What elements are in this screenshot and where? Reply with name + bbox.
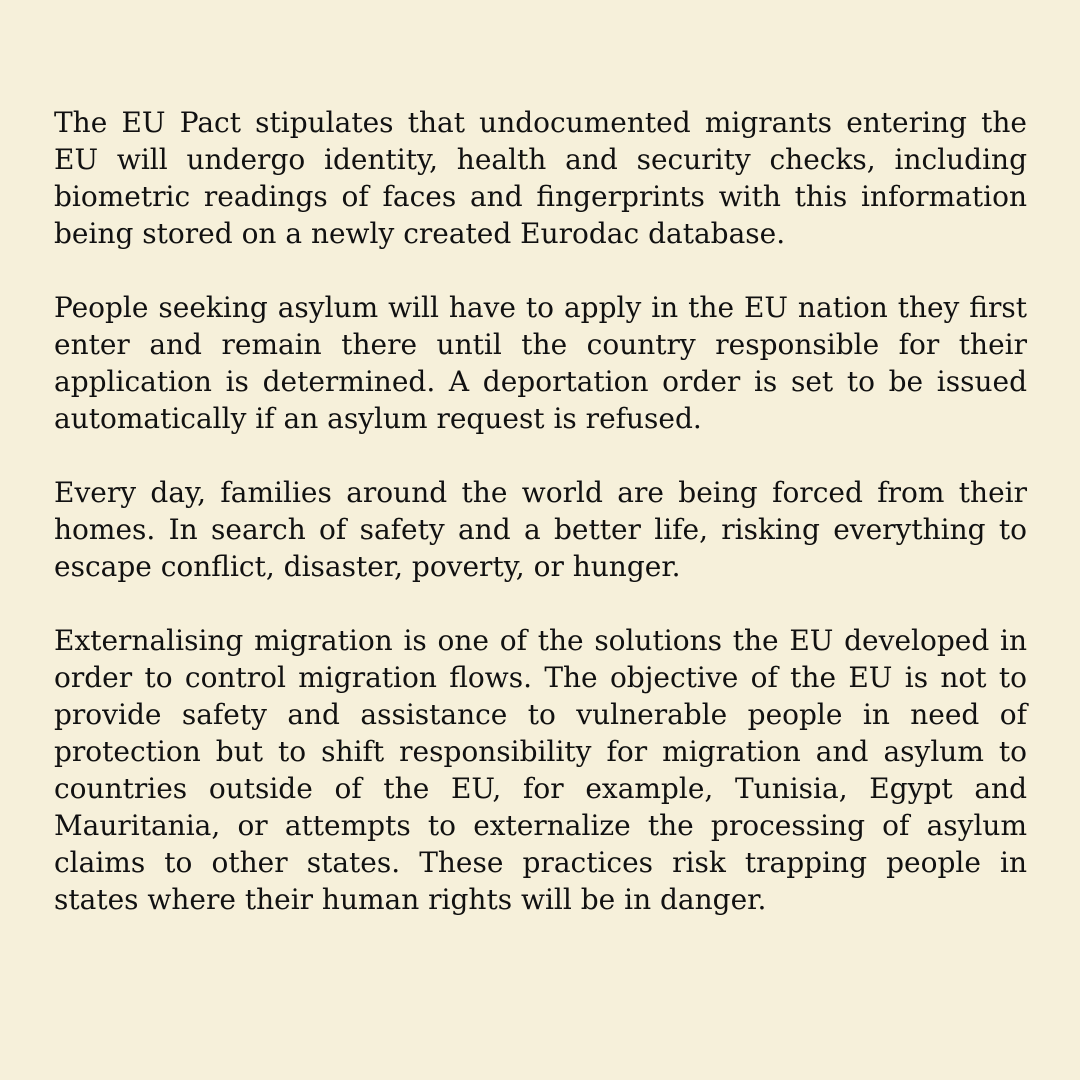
paragraph-families-forced: Every day, families around the world are being forced from their homes. In search of safety and a better life, risking everything to escape conflict, disaster, poverty, or hunger. (54, 476, 1027, 583)
paragraph-externalising-migration: Externalising migration is one of the solutions the EU developed in order to control migration flows. The objective of the EU is not to provide safety and assistance to vulnerable people in need of protection but to shift responsibility for migration and asylum to countries outside of the EU, for example, Tunisia, Egypt and Mauritania, or attempts to externalize the processing of asylum claims to other states. These practices risk trapping people in states where their human rights will be in danger. (54, 624, 1027, 916)
text-body (54, 104, 1027, 955)
paragraph-eu-pact-checks: The EU Pact stipulates that undocumented migrants entering the EU will undergo identity, health and security checks, including biometric readings of faces and fingerprints with this information being stored on a newly created Eurodac database. (54, 106, 1027, 250)
paragraph-asylum-application: People seeking asylum will have to apply in the EU nation they first enter and remain there until the country responsible for their application is determined. A deportation order is set to be issued automatically if an asylum request is refused. (54, 291, 1027, 435)
